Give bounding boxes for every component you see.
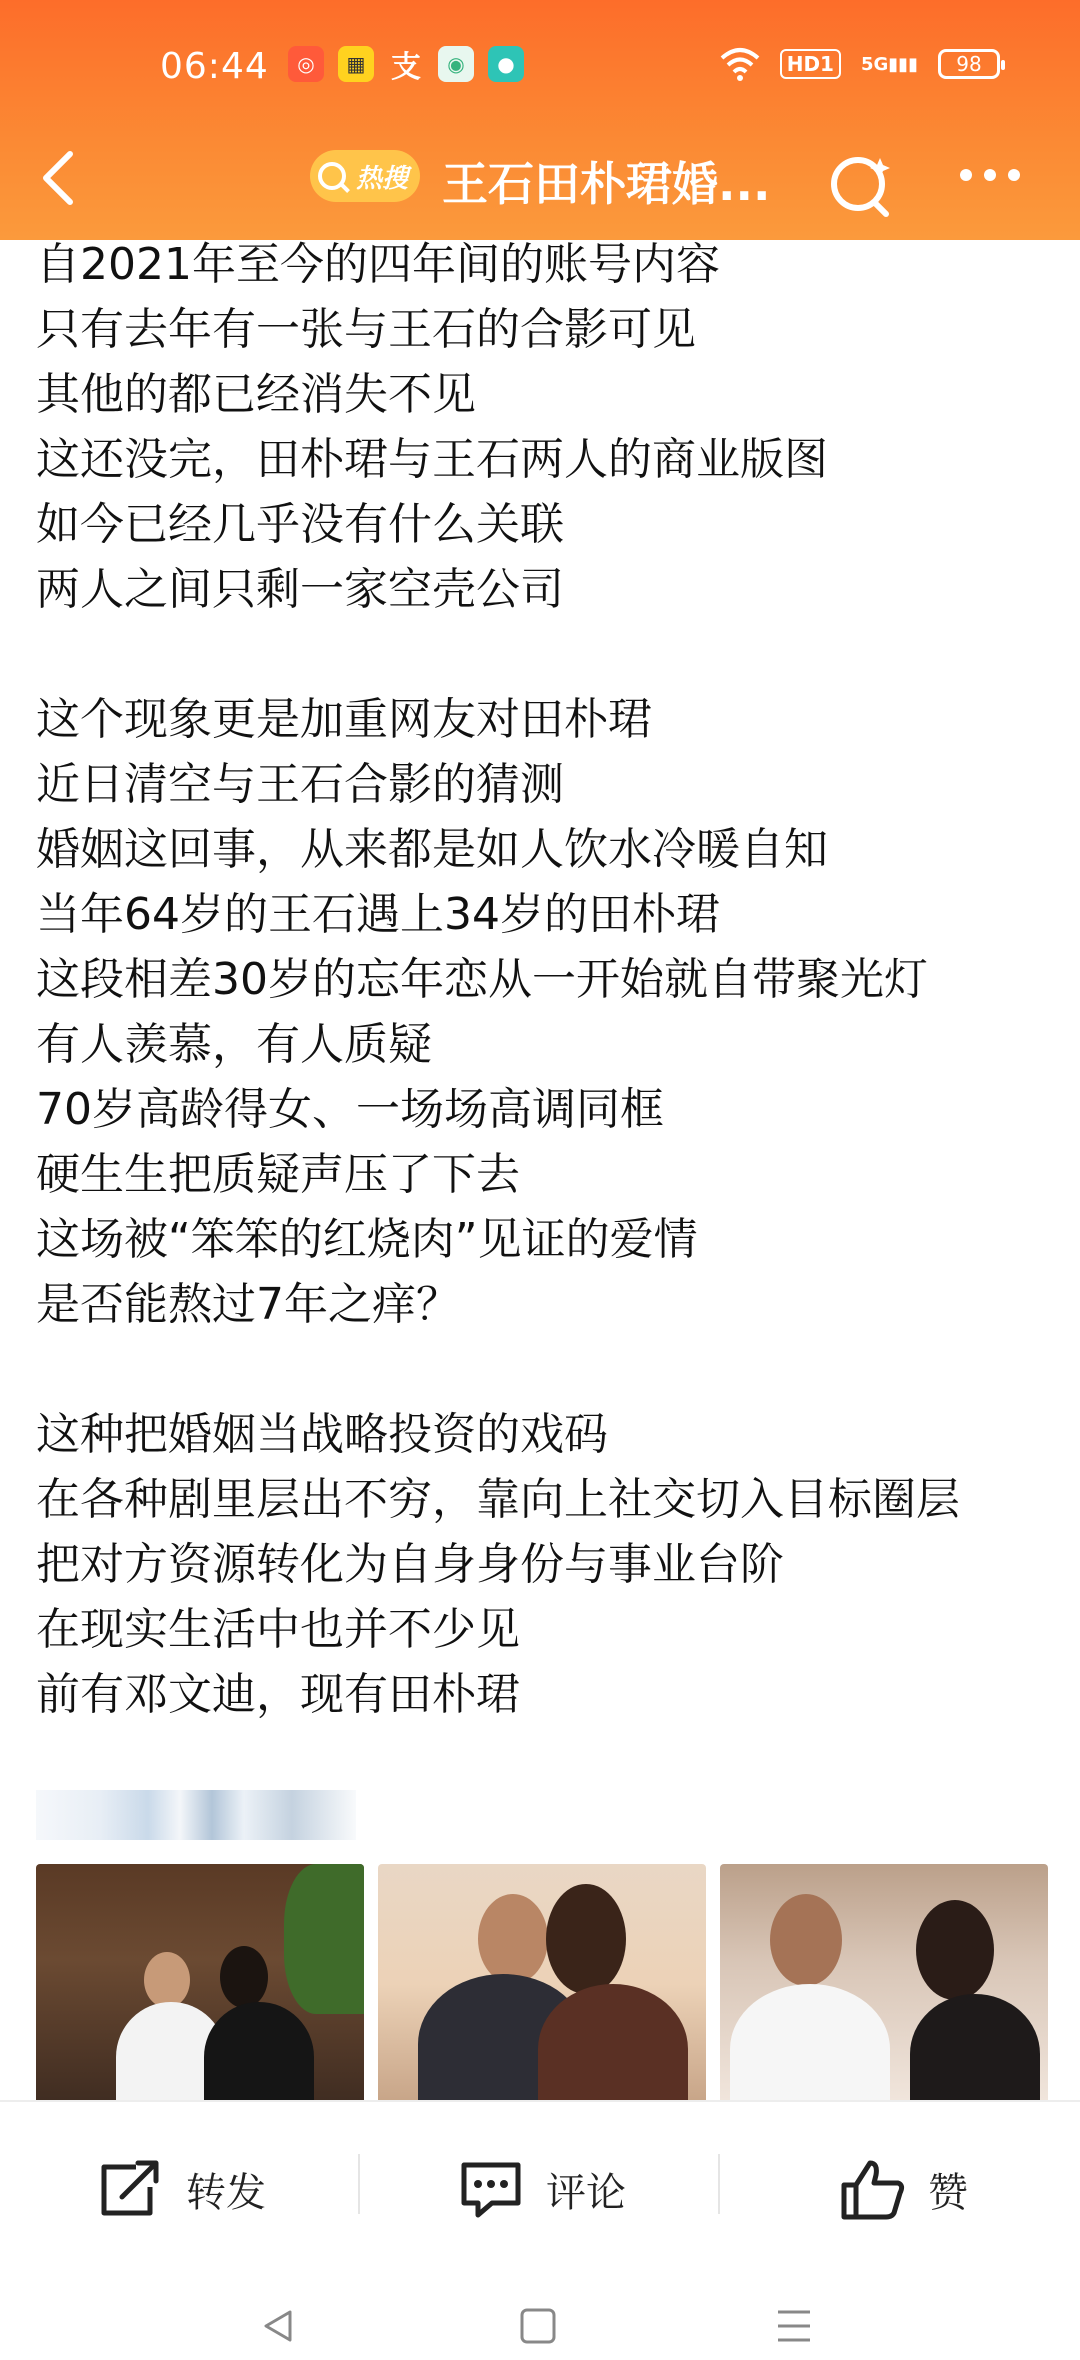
status-bar <box>0 0 1080 140</box>
repost-button[interactable] <box>96 2154 266 2224</box>
more-menu-button[interactable] <box>960 160 1032 190</box>
post-line: 如今已经几乎没有什么关联 <box>36 499 564 550</box>
paragraph-gap <box>36 622 1056 687</box>
post-line: 近日清空与王石合影的猜测 <box>36 759 564 810</box>
thumbs-up-icon <box>838 2157 908 2221</box>
hot-search-badge[interactable] <box>310 150 420 202</box>
post-line: 在现实生活中也并不少见 <box>36 1604 520 1655</box>
signal-icon: 5G▮▮▮ <box>860 53 918 75</box>
back-arrow-icon[interactable] <box>38 148 78 208</box>
post-line: 其他的都已经消失不见 <box>36 369 476 420</box>
divider <box>718 2154 720 2214</box>
system-nav-bar <box>0 2290 1080 2360</box>
system-home-icon[interactable] <box>522 2310 554 2342</box>
page-title[interactable]: 王石田朴珺婚... <box>442 157 771 211</box>
like-button[interactable] <box>838 2154 968 2224</box>
comment-button[interactable] <box>456 2154 626 2224</box>
post-photo[interactable] <box>378 1864 706 2104</box>
post-line: 前有邓文迪，现有田朴珺 <box>36 1669 520 1720</box>
app-ximalaya-icon: ▦ <box>338 46 374 82</box>
more-dot-icon <box>1008 169 1020 181</box>
battery-icon <box>938 49 1000 79</box>
app-teal-icon: ● <box>488 46 524 82</box>
post-line: 只有去年有一张与王石的合影可见 <box>36 304 696 355</box>
post-line: 是否能熬过7年之痒？ <box>36 1279 460 1330</box>
post-line: 有人羡慕，有人质疑 <box>36 1019 432 1070</box>
signal-label: 5G <box>860 53 889 75</box>
post-line: 这种把婚姻当战略投资的戏码 <box>36 1409 608 1460</box>
system-recents-icon[interactable] <box>778 2312 810 2340</box>
post-line: 这还没完，田朴珺与王石两人的商业版图 <box>36 434 828 485</box>
repost-label: 转发 <box>186 2169 266 2216</box>
post-line: 两人之间只剩一家空壳公司 <box>36 564 564 615</box>
post-line: 自2021年至今的四年间的账号内容 <box>36 239 720 290</box>
wifi-icon <box>720 46 760 82</box>
post-line: 硬生生把质疑声压了下去 <box>36 1149 520 1200</box>
paragraph-gap <box>36 1337 1056 1402</box>
search-icon[interactable] <box>826 150 896 220</box>
status-time: 06:44 <box>160 46 269 87</box>
share-icon <box>96 2157 166 2221</box>
app-alipay-icon: 支 <box>391 50 421 85</box>
notification-icons <box>288 46 524 85</box>
post-line: 70岁高龄得女、一场场高调同框 <box>36 1084 664 1135</box>
battery-level: 98 <box>956 52 982 76</box>
status-right <box>720 46 1000 82</box>
app-kuaishou-icon: ◎ <box>288 46 324 82</box>
more-dot-icon <box>984 169 996 181</box>
system-back-icon[interactable] <box>266 2312 290 2340</box>
app-green-icon: ◉ <box>438 46 474 82</box>
post-line: 这段相差30岁的忘年恋从一开始就自带聚光灯 <box>36 954 928 1005</box>
post-line: 这个现象更是加重网友对田朴珺 <box>36 694 652 745</box>
post-line: 在各种剧里层出不穷，靠向上社交切入目标圈层 <box>36 1474 960 1525</box>
photo-grid <box>36 1864 1048 2104</box>
post-line: 当年64岁的王石遇上34岁的田朴珺 <box>36 889 720 940</box>
search-icon <box>318 162 346 190</box>
post-line: 婚姻这回事，从来都是如人饮水冷暖自知 <box>36 824 828 875</box>
hot-badge-label: 热搜 <box>356 163 409 194</box>
post-photo[interactable] <box>720 1864 1048 2104</box>
divider <box>358 2154 360 2214</box>
post-line: 这场被“笨笨的红烧肉”见证的爱情 <box>36 1214 698 1265</box>
blurred-image-strip <box>36 1790 356 1840</box>
more-dot-icon <box>960 169 972 181</box>
post-action-bar <box>0 2100 1080 2282</box>
post-body <box>36 232 1056 1727</box>
comment-label: 评论 <box>546 2169 626 2216</box>
like-label: 赞 <box>928 2169 968 2216</box>
hd-badge: HD1 <box>780 49 841 79</box>
post-photo[interactable] <box>36 1864 364 2104</box>
post-line: 把对方资源转化为自身身份与事业台阶 <box>36 1539 784 1590</box>
comment-icon <box>456 2157 526 2221</box>
